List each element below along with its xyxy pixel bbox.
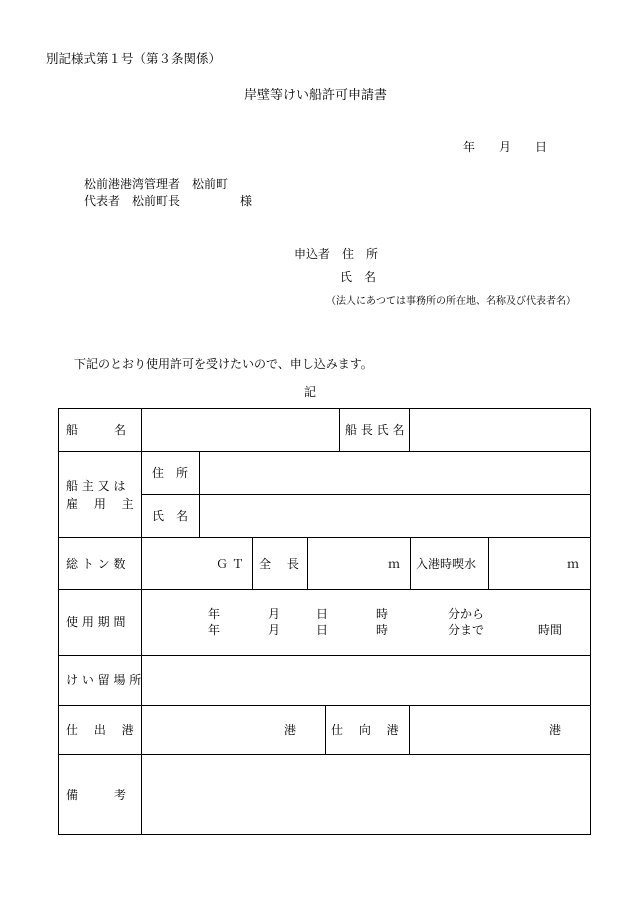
- period-to: 年 月 日 時 分まで: [208, 623, 485, 637]
- date-line: 年 月 日: [463, 140, 548, 154]
- unit-port-departure: 港: [284, 723, 297, 737]
- ki-mark: 記: [304, 385, 317, 399]
- unit-meter-draft: ｍ: [567, 557, 580, 571]
- label-destination-port: 仕 向 港: [331, 723, 399, 737]
- label-overall-length: 全 長: [259, 557, 299, 571]
- period-from: 年 月 日 時 分から: [208, 607, 485, 621]
- label-departure-port: 仕 出 港: [66, 723, 134, 737]
- application-form-table: [58, 408, 591, 835]
- label-captain-name: 船 長 氏 名: [345, 423, 405, 437]
- label-owner-address: 住 所: [152, 466, 189, 480]
- label-mooring-place: け い 留 場 所: [66, 673, 142, 687]
- form-number: 別記様式第１号（第３条関係）: [46, 51, 222, 66]
- unit-gt: Ｇ Ｔ: [216, 557, 244, 571]
- label-usage-period: 使 用 期 間: [66, 615, 126, 629]
- unit-meter-length: ｍ: [388, 557, 401, 571]
- applicant-address-label: 申込者 住 所: [294, 247, 379, 261]
- addressee-line2: 代表者 松前町長 様: [84, 194, 253, 208]
- label-owner-line2: 雇 用 主: [66, 497, 134, 511]
- label-owner-line1: 船 主 又 は: [66, 479, 126, 493]
- document-title: 岸壁等けい船許可申請書: [244, 88, 388, 103]
- body-text: 下記のとおり使用許可を受けたいので、申し込みます。: [74, 357, 373, 371]
- label-remarks: 備 考: [66, 788, 127, 802]
- applicant-name-label: 氏 名: [340, 270, 377, 284]
- applicant-note: （法人にあつては事務所の所在地、名称及び代表者名）: [326, 296, 576, 307]
- label-draft: 入港時喫水: [416, 557, 477, 571]
- label-gross-tonnage: 総 ト ン 数: [66, 557, 126, 571]
- unit-hours: 時間: [538, 623, 563, 637]
- label-owner-name: 氏 名: [152, 509, 189, 523]
- addressee-line1: 松前港港湾管理者 松前町: [84, 177, 229, 191]
- unit-port-destination: 港: [549, 723, 562, 737]
- label-ship-name: 船 名: [66, 423, 127, 437]
- form-grid-lines: [58, 408, 591, 835]
